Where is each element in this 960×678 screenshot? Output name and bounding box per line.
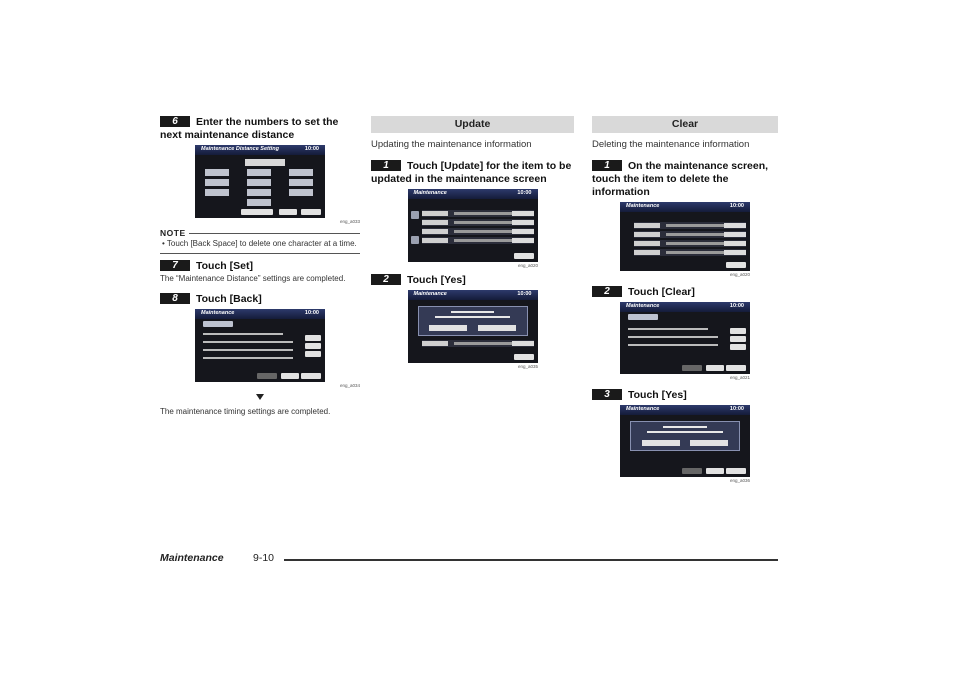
step-number: 1 xyxy=(371,160,401,171)
step-2 xyxy=(371,274,574,287)
screen-title: Maintenance Distance Setting xyxy=(201,146,279,152)
screen-title: Maintenance xyxy=(626,406,660,412)
section-header-clear: Clear xyxy=(592,116,778,133)
image-caption: eng_a036 xyxy=(729,478,750,483)
step-2 xyxy=(592,286,778,299)
screen-clock: 10:00 xyxy=(304,146,319,152)
screen-clock: 10:00 xyxy=(729,406,744,412)
step-number: 8 xyxy=(160,293,190,304)
image-caption: eng_a033 xyxy=(339,219,360,224)
step-text: Touch [Set] xyxy=(196,260,253,272)
confirm-dialog xyxy=(630,421,740,451)
image-caption: eng_a020 xyxy=(517,263,538,268)
step-number: 2 xyxy=(371,274,401,285)
step-7 xyxy=(160,260,360,273)
screen-title: Maintenance xyxy=(413,190,447,196)
step-number: 7 xyxy=(160,260,190,271)
note-body: • Touch [Back Space] to delete one character at a time. xyxy=(162,239,357,248)
note-title: NOTE xyxy=(160,228,186,238)
step-6 xyxy=(160,116,360,142)
step-text: Touch [Update] for the item to be updated in the maintenance screen xyxy=(371,160,572,185)
screen-title: Maintenance xyxy=(201,310,235,316)
step-text: On the maintenance screen, touch the item to delete the information xyxy=(592,160,769,198)
screen-clock: 10:00 xyxy=(729,303,744,309)
note-header xyxy=(160,228,360,238)
confirm-dialog xyxy=(418,306,528,336)
section-header-update: Update xyxy=(371,116,574,133)
step-3 xyxy=(592,389,778,402)
screenshot-maintenance-list xyxy=(408,189,538,262)
distance-field xyxy=(245,159,285,166)
screenshot-distance-setting xyxy=(195,145,325,218)
yes-button[interactable] xyxy=(642,440,680,446)
step-text: Touch [Back] xyxy=(196,293,262,305)
screen-title: Maintenance xyxy=(626,303,660,309)
step-text: Touch [Yes] xyxy=(628,389,687,401)
image-caption: eng_a035 xyxy=(517,364,538,369)
yes-button[interactable] xyxy=(429,325,467,331)
screen-clock: 10:00 xyxy=(304,310,319,316)
section-subtitle: Deleting the maintenance information xyxy=(592,139,750,150)
step-8 xyxy=(160,293,360,306)
no-button[interactable] xyxy=(690,440,728,446)
step-text: Touch [Yes] xyxy=(407,274,466,286)
image-caption: eng_a020 xyxy=(729,272,750,277)
step-text: Touch [Clear] xyxy=(628,286,695,298)
footer-section: Maintenance xyxy=(160,552,224,564)
screen-clock: 10:00 xyxy=(729,203,744,209)
screenshot-maintenance-detail xyxy=(195,309,325,382)
footer-page-number: 9-10 xyxy=(253,552,275,564)
result-text: The maintenance timing settings are completed. xyxy=(160,407,331,416)
page-footer xyxy=(160,552,778,568)
image-caption: eng_a021 xyxy=(729,375,750,380)
step-7-description: The “Maintenance Distance” settings are completed. xyxy=(160,274,346,283)
step-number: 3 xyxy=(592,389,622,400)
no-button[interactable] xyxy=(478,325,516,331)
arrow-down-icon xyxy=(256,394,264,400)
step-1 xyxy=(592,160,778,199)
column-left xyxy=(160,116,360,417)
step-number: 6 xyxy=(160,116,190,127)
step-number: 1 xyxy=(592,160,622,171)
column-middle xyxy=(371,116,574,369)
screenshot-update-confirm xyxy=(408,290,538,363)
screenshot-maintenance-list xyxy=(620,202,750,271)
column-right xyxy=(592,116,778,483)
screen-clock: 10:00 xyxy=(517,291,532,297)
screen-title: Maintenance xyxy=(413,291,447,297)
image-caption: eng_a034 xyxy=(339,383,360,388)
section-subtitle: Updating the maintenance information xyxy=(371,139,532,150)
footer-rule xyxy=(284,559,778,561)
step-1 xyxy=(371,160,574,186)
screen-title: Maintenance xyxy=(626,203,660,209)
step-number: 2 xyxy=(592,286,622,297)
screen-clock: 10:00 xyxy=(517,190,532,196)
step-text: Enter the numbers to set the next maintenance distance xyxy=(160,116,339,141)
note-divider xyxy=(160,253,360,254)
screenshot-clear-confirm xyxy=(620,405,750,477)
screenshot-maintenance-detail xyxy=(620,302,750,374)
